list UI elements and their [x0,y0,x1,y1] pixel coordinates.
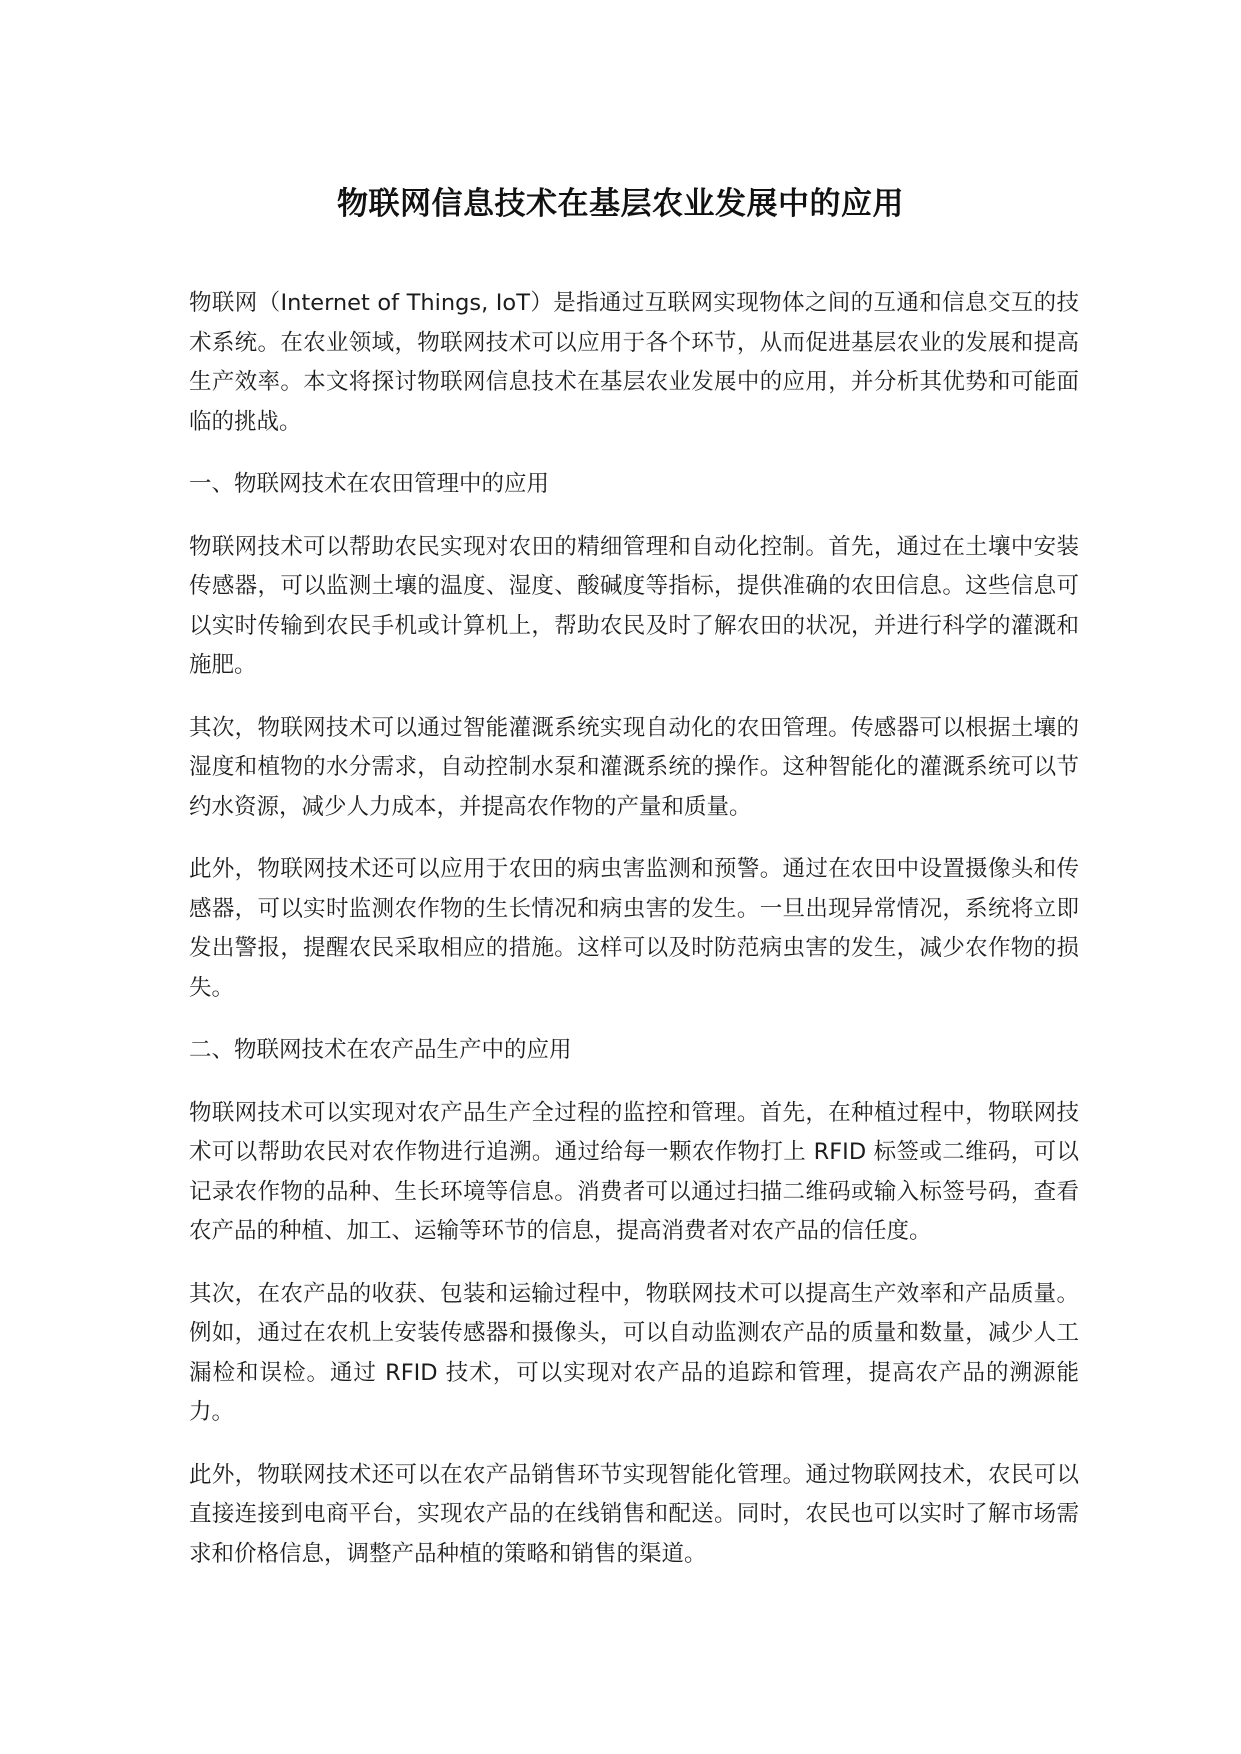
section-heading-field-management: 一、物联网技术在农田管理中的应用 [189,471,550,497]
section-heading-production: 二、物联网技术在农产品生产中的应用 [189,1037,572,1063]
intro-paragraph: 物联网（Internet of Things, IoT）是指通过互联网实现物体之间的互通和信息交互的技术系统。在农业领域，物联网技术可以应用于各个环节，从而促进基层农业的发展和提高生产效率。本文将探讨物联网信息技术在基层农业发展中的应用，并分析其优势和可能面临的挑战。 [189,290,1079,435]
body-paragraph: 此外，物联网技术还可以在农产品销售环节实现智能化管理。通过物联网技术，农民可以直接连接到电商平台，实现农产品的在线销售和配送。同时，农民也可以实时了解市场需求和价格信息，调整产品种植的策略和销售的渠道。 [189,1461,1079,1567]
body-paragraph: 此外，物联网技术还可以应用于农田的病虫害监测和预警。通过在农田中设置摄像头和传感器，可以实时监测农作物的生长情况和病虫害的发生。一旦出现异常情况，系统将立即发出警报，提醒农民采取相应的措施。这样可以及时防范病虫害的发生，减少农作物的损失。 [189,856,1079,1001]
document-body [189,284,1079,1597]
body-paragraph: 其次，在农产品的收获、包装和运输过程中，物联网技术可以提高生产效率和产品质量。例如，通过在农机上安装传感器和摄像头，可以自动监测农产品的质量和数量，减少人工漏检和误检。通过 RFID 技术，可以实现对农产品的追踪和管理，提高农产品的溯源能力。 [189,1280,1079,1425]
body-paragraph: 物联网技术可以实现对农产品生产全过程的监控和管理。首先，在种植过程中，物联网技术可以帮助农民对农作物进行追溯。通过给每一颗农作物打上 RFID 标签或二维码，可以记录农作物的品种、生长环境等信息。消费者可以通过扫描二维码或输入标签号码，查看农产品的种植、加工、运输等环节的信息，提高消费者对农产品的信任度。 [189,1099,1079,1244]
body-paragraph: 其次，物联网技术可以通过智能灌溉系统实现自动化的农田管理。传感器可以根据土壤的湿度和植物的水分需求，自动控制水泵和灌溉系统的操作。这种智能化的灌溉系统可以节约水资源，减少人力成本，并提高农作物的产量和质量。 [189,714,1079,820]
body-paragraph: 物联网技术可以帮助农民实现对农田的精细管理和自动化控制。首先，通过在土壤中安装传感器，可以监测土壤的温度、湿度、酸碱度等指标，提供准确的农田信息。这些信息可以实时传输到农民手机或计算机上，帮助农民及时了解农田的状况，并进行科学的灌溉和施肥。 [189,533,1079,678]
document-title: 物联网信息技术在基层农业发展中的应用 [337,186,904,222]
